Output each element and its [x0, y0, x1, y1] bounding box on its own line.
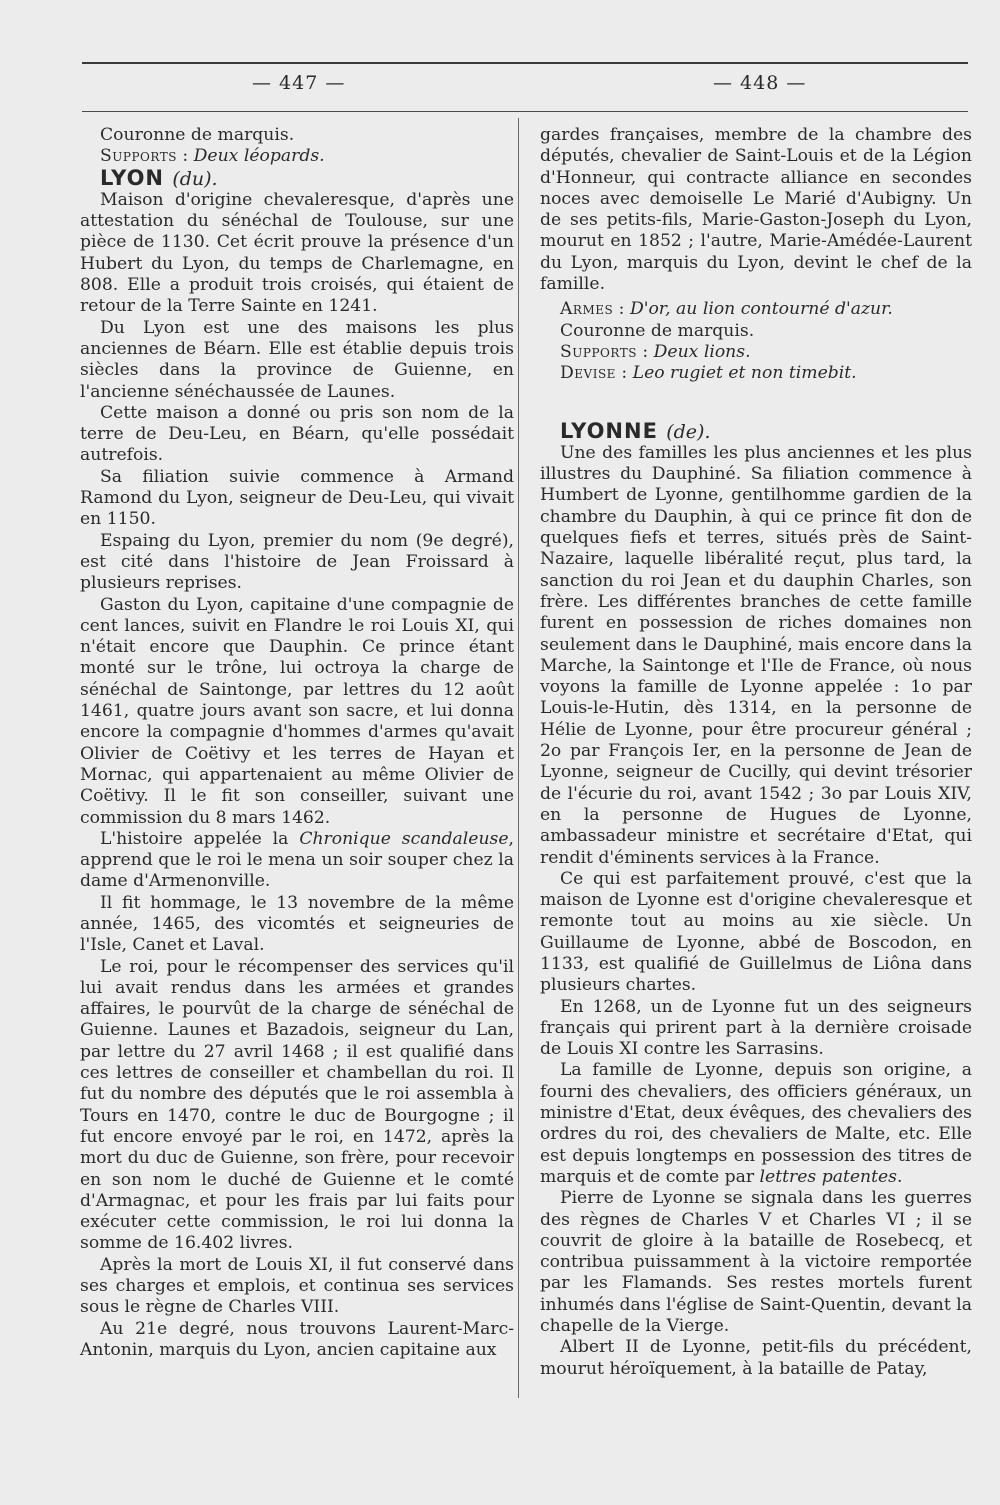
entry-heading-lyonne [540, 418, 972, 443]
header-subrule [82, 111, 968, 112]
paragraph: Gaston du Lyon, capitaine d'une compagnie de cent lances, suivit en Flandre le roi Louis XI, qui n'était encore que Dauphin. Ce prince étant monté sur le trône, lui octroya la charge de sénéchal de Saintonge, par lettres du 12 août 1461, quatre jours avant son sacre, et lui donna encore la compagnie d'hommes d'armes qu'avait Olivier de Coëtivy et les terres de Hayan et Mornac, qui appartenaient au même Olivier de Coëtivy. Il le fit son conseiller, suivant une commission du 8 mars 1462. [80, 594, 514, 828]
continuation-paragraph: gardes françaises, membre de la chambre des députés, chevalier de Saint-Louis et de la Légion d'Honneur, qui contracte alliance en secondes noces avec demoiselle Le Marié d'Aubigny. Un de ses petits-fils, Marie-Gaston-Joseph du Lyon, mourut en 1852 ; l'autre, Marie-Amédée-Laurent du Lyon, marquis du Lyon, devint le chef de la famille. [540, 125, 972, 295]
left-column [80, 125, 514, 1361]
entry-particle: (de). [666, 420, 711, 443]
paragraph: Maison d'origine chevaleresque, d'après une attestation du sénéchal de Toulouse, sur une pièce de 1130. Cet écrit prouve la présence d'un Hubert du Lyon, du temps de Charlemagne, en 808. Elle a produit trois croisés, qui étaient de retour de la Terre Sainte en 1241. [80, 189, 514, 317]
devise-label: Devise [560, 363, 616, 384]
paragraph-chronique [80, 829, 514, 893]
right-blazon-block [540, 299, 972, 384]
paragraph-lettres [540, 1060, 972, 1188]
supports-label: Supports [100, 146, 177, 167]
armes-label: Armes [560, 299, 614, 320]
chronique-title: Chronique scandaleuse [299, 828, 509, 849]
left-blazon-block [80, 125, 514, 168]
page-number-right: — 448 — [713, 72, 807, 94]
page-number-left: — 447 — [252, 72, 346, 94]
devise-value: Leo rugiet et non timebit. [632, 363, 857, 384]
chronique-post: , apprend que le roi le mena un soir souper chez la dame d'Armenonville. [80, 828, 514, 892]
paragraph: Cette maison a donné ou pris son nom de la terre de Deu-Leu, en Béarn, qu'elle possédait autrefois. [80, 402, 514, 466]
entry-title: LYON [100, 165, 164, 190]
right-column [540, 125, 972, 1380]
chronique-pre: L'histoire appelée la [100, 828, 300, 849]
couronne-line: Couronne de marquis. [560, 320, 755, 341]
paragraph: Sa filiation suivie commence à Armand Ramond du Lyon, seigneur de Deu-Leu, qui vivait en 1150. [80, 466, 514, 530]
supports-value: Deux lions. [653, 341, 751, 362]
supports-line: Supports : Deux léopards. [100, 146, 325, 167]
lettres-title: lettres patentes [759, 1166, 897, 1187]
header-rule [82, 62, 968, 64]
armes-line: Armes : D'or, au lion contourné d'azur. [560, 299, 893, 320]
paragraph: Il fit hommage, le 13 novembre de la même année, 1465, des vicomtés et seigneuries de l'Isle, Canet et Laval. [80, 892, 514, 956]
entry-heading-lyon [80, 165, 514, 190]
paragraph: Ce qui est parfaitement prouvé, c'est que la maison de Lyonne est d'origine chevaleresque et remonte tout au moins au xie siècle. Un Guillaume de Lyonne, abbé de Boscodon, en 1133, est qualifié de Guillelmus de Liôna dans plusieurs chartes. [540, 868, 972, 996]
paragraph: Pierre de Lyonne se signala dans les guerres des règnes de Charles V et Charles VI ; il se couvrit de gloire à la bataille de Rosebecq, et contribua puissamment à la victoire remportée par les Flamands. Ses restes mortels furent inhumés dans l'église de Saint-Quentin, devant la chapelle de la Vierge. [540, 1188, 972, 1337]
lettres-post: . [897, 1166, 903, 1187]
column-divider [518, 118, 519, 1398]
supports-line: Supports : Deux lions. [560, 341, 751, 362]
paragraph: Au 21e degré, nous trouvons Laurent-Marc-Antonin, marquis du Lyon, ancien capitaine aux [80, 1318, 514, 1360]
supports-value: Deux léopards. [193, 146, 325, 167]
entry-title: LYONNE [560, 418, 658, 443]
couronne-line: Couronne de marquis. [100, 125, 295, 145]
entry-particle: (du). [172, 167, 218, 190]
paragraph: Espaing du Lyon, premier du nom (9e degré), est cité dans l'histoire de Jean Froissard à plusieurs reprises. [80, 530, 514, 594]
paragraph: Du Lyon est une des maisons les plus anciennes de Béarn. Elle est établie depuis trois siècles dans la province de Guienne, en l'ancienne sénéchaussée de Launes. [80, 317, 514, 402]
supports-label: Supports [560, 341, 637, 362]
paragraph: Après la mort de Louis XI, il fut conservé dans ses charges et emplois, et continua ses services sous le règne de Charles VIII. [80, 1254, 514, 1318]
devise-line: Devise : Leo rugiet et non timebit. [560, 363, 857, 384]
paragraph: En 1268, un de Lyonne fut un des seigneurs français qui prirent part à la dernière croisade de Louis XI contre les Sarrasins. [540, 996, 972, 1060]
lettres-pre: La famille de Lyonne, depuis son origine, a fourni des chevaliers, des officiers généraux, un ministre d'Etat, deux évêques, des chevaliers des ordres du roi, des chevaliers de Malte, etc. Elle est depuis longtemps en possession des titres de marquis et de comte par [540, 1060, 972, 1187]
armes-value: D'or, au lion contourné d'azur. [629, 299, 893, 320]
paragraph: Albert II de Lyonne, petit-fils du précédent, mourut héroïquement, à la bataille de Patay, [540, 1337, 972, 1379]
paragraph: Le roi, pour le récompenser des services qu'il lui avait rendus dans les armées et grandes affaires, le pourvût de la charge de sénéchal de Guienne. Launes et Bazadois, seigneur du Lan, par lettre du 27 avril 1468 ; il est qualifié dans ces lettres de conseiller et chambellan du roi. Il fut du nombre des députés que le roi assembla à Tours en 1470, contre le duc de Bourgogne ; il fut encore envoyé par le roi, en 1472, après la mort du duc de Guienne, son frère, pour recevoir en son nom le duché de Guienne et le comté d'Armagnac, et pour les frais par lui faits pour exécuter cette commission, le roi lui donna la somme de 16.402 livres. [80, 956, 514, 1254]
paragraph: Une des familles les plus anciennes et les plus illustres du Dauphiné. Sa filiation commence à Humbert de Lyonne, gentilhomme gardien de la chambre du Dauphin, à qui ce prince fit don de quelques fiefs et terres, situés près de Saint-Nazaire, laquelle libéralité reçut, plus tard, la sanction du roi Jean et du dauphin Charles, son frère. Les différentes branches de cette famille furent en possession de riches domaines non seulement dans le Dauphiné, mais encore dans la Marche, la Saintonge et l'Ile de France, où nous voyons la famille de Lyonne appelée : 1o par Louis-le-Hutin, dès 1314, en la personne de Hélie de Lyonne, pour être procureur général ; 2o par François Ier, en la personne de Jean de Lyonne, seigneur de Cucilly, qui devint trésorier de l'écurie du roi, avant 1542 ; 3o par Louis XIV, en la personne de Hugues de Lyonne, ambassadeur ministre et secrétaire d'Etat, qui rendit d'éminents services à la France. [540, 442, 972, 868]
